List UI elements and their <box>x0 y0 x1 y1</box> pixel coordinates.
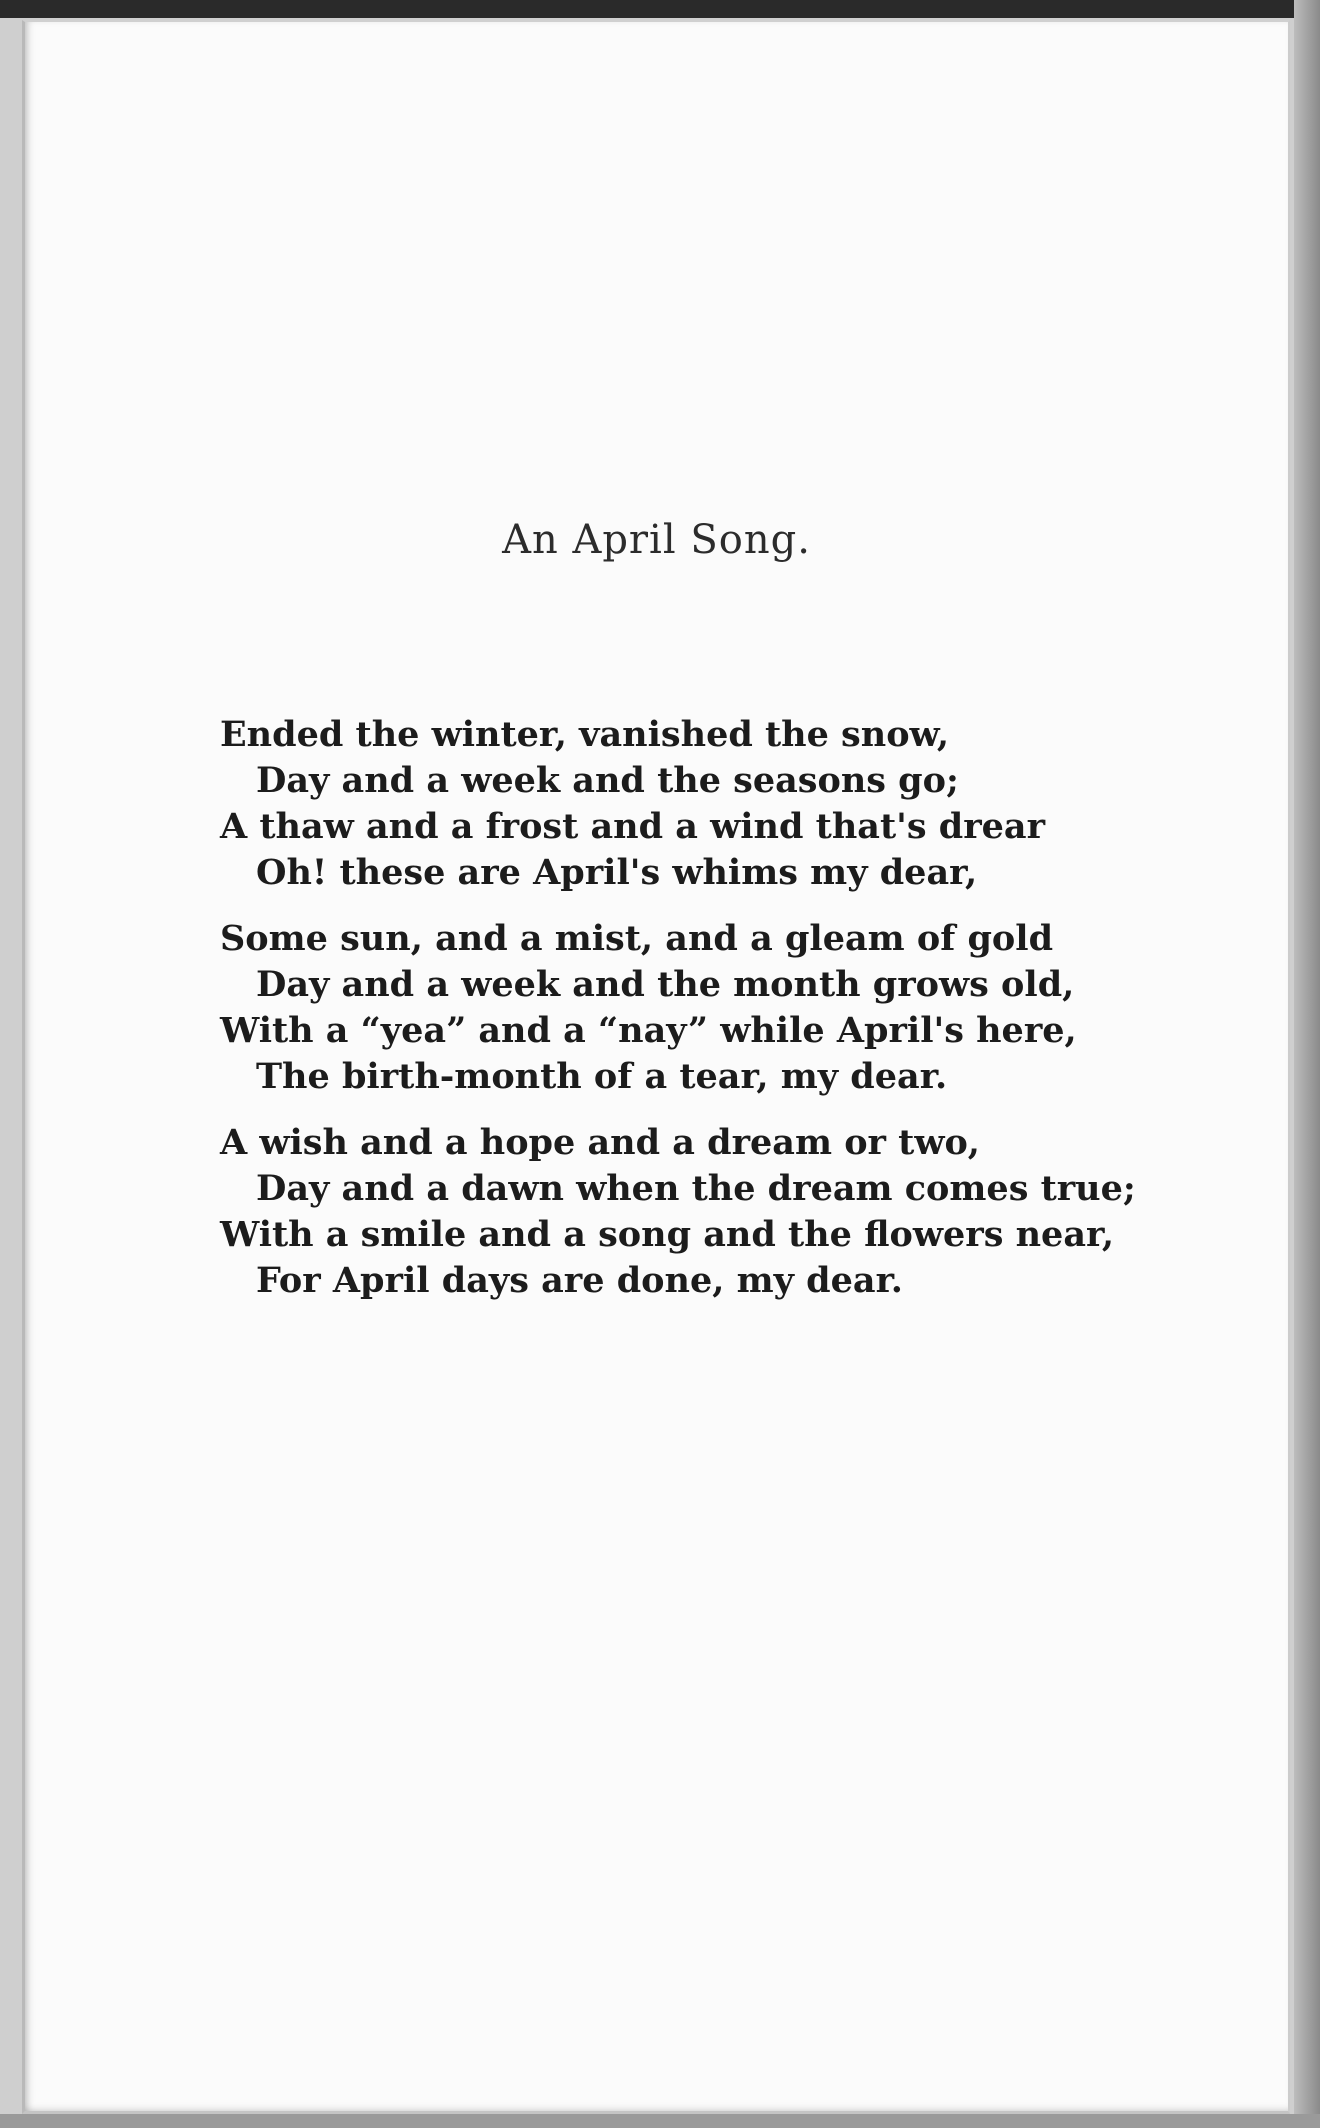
stanza-3 <box>220 1120 1200 1304</box>
poem-title: An April Song. <box>502 517 811 563</box>
poem-line: Some sun, and a mist, and a gleam of gold <box>220 918 1054 959</box>
poem-line: Day and a week and the seasons go; <box>256 760 959 801</box>
scan-bottom-edge <box>0 2114 1320 2128</box>
poem-line: With a smile and a song and the flowers near, <box>220 1214 1115 1255</box>
poem-line: A wish and a hope and a dream or two, <box>220 1122 980 1163</box>
poem-line: Day and a dawn when the dream comes true; <box>256 1168 1136 1209</box>
stanza-1 <box>220 712 1200 896</box>
poem-line: Day and a week and the month grows old, <box>256 964 1075 1005</box>
stanza-2 <box>220 916 1200 1100</box>
poem-line: Oh! these are April's whims my dear, <box>256 852 978 893</box>
scan-right-edge <box>1294 0 1320 2128</box>
poem-line: Ended the winter, vanished the snow, <box>220 714 950 755</box>
poem-line: For April days are done, my dear. <box>256 1260 903 1301</box>
book-page <box>22 20 1290 2114</box>
poem-body <box>220 712 1200 1324</box>
poem-line: The birth-month of a tear, my dear. <box>256 1056 948 1097</box>
poem-line: With a “yea” and a “nay” while April's here, <box>220 1010 1077 1051</box>
scan-top-edge <box>0 0 1320 18</box>
poem-line: A thaw and a frost and a wind that's drear <box>220 806 1046 847</box>
